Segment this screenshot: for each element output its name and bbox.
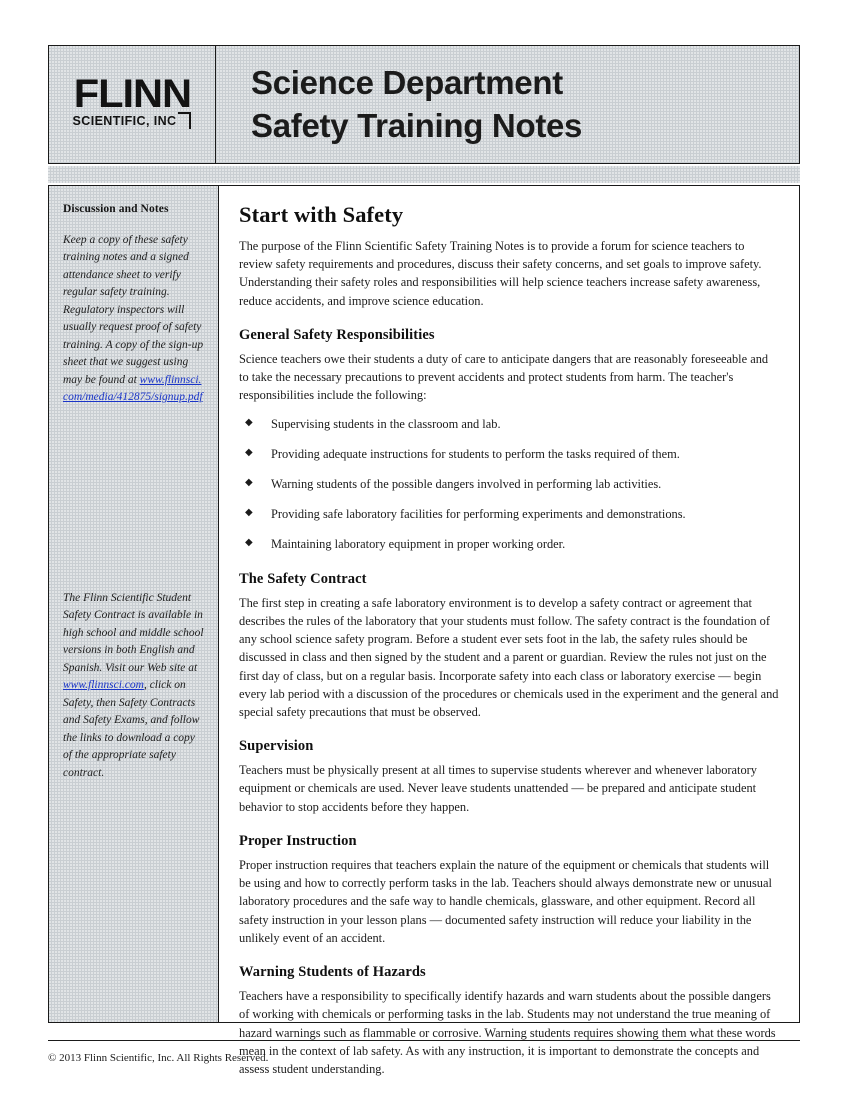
- list-item: [239, 446, 779, 464]
- main-content: [219, 186, 799, 1077]
- sidebar-note-2: [63, 590, 205, 782]
- list-item: [239, 416, 779, 434]
- list-item-label: Providing safe laboratory facilities for performing experiments and demonstrations.: [271, 506, 686, 521]
- footer-copyright: © 2013 Flinn Scientific, Inc. All Rights Reserved.: [48, 1052, 269, 1064]
- bullet-icon: ◆: [245, 416, 253, 428]
- list-item: [239, 476, 779, 494]
- sidebar-flinnsci-link[interactable]: www.flinnsci.com: [63, 679, 144, 692]
- list-item-label: Warning students of the possible dangers involved in performing lab activities.: [271, 476, 662, 491]
- sidebar-heading: Discussion and Notes: [63, 203, 169, 215]
- section-heading-warning-students-of-hazards: Warning Students of Hazards: [239, 964, 426, 981]
- section-body-warning-students-of-hazards: Teachers have a responsibility to specifically identify hazards and warn students about the possible dangers of working with chemicals or performing tasks in the lab. Students may not understand the true meaning of hazard warnings such as flammable or corrosive. Warning students requires showing them what these words mean in the context of lab safety. As with any instruction, it is important to demonstrate the concepts and assess student understanding.: [239, 989, 776, 1077]
- list-item-label: Maintaining laboratory equipment in proper working order.: [271, 536, 566, 551]
- logo-wordmark-text: FLINN: [73, 72, 191, 117]
- page-title: [216, 46, 799, 163]
- section-body-proper-instruction: Proper instruction requires that teachers explain the nature of the equipment or chemicals that students will be using and how to correctly perform tasks in the lab. Teachers should always demonstrate new or unusual laboratory procedures and the safe way to handle chemicals, glassware, and other equipment. Record all safety instruction in your lesson plans — documented safety instruction will reduce your liability in the unlikely event of an accident.: [239, 857, 772, 945]
- page-title-line-2: Safety Training Notes: [251, 106, 583, 144]
- section-body-general-safety-responsibilities: Science teachers owe their students a duty of care to anticipate dangers that are reasonably foreseeable and to take the necessary precautions to prevent accidents and protect students from harm. The teacher's responsibilities include the following:: [239, 351, 769, 403]
- list-item: [239, 506, 779, 524]
- sidebar-signup-link[interactable]: www.flinnsci.com/media/412875/signup.pdf: [63, 373, 203, 404]
- responsibilities-list: [239, 416, 779, 554]
- logo-subtitle-row: [73, 114, 192, 129]
- page-title-line-1: Science Department: [251, 64, 563, 102]
- section-body-supervision: Teachers must be physically present at all times to supervise students wherever and whenever laboratory equipment or chemicals are used. Never leave students unattended — be prepared and anticipate student behavior to stop accidents before they happen.: [239, 763, 757, 814]
- sidebar-note-2-text-after: , click on Safety, then Safety Contracts and Safety Exams, and follow the links to download a copy of the appropriate safety contract.: [63, 679, 200, 779]
- sidebar-note-1: [63, 232, 204, 407]
- bullet-icon: ◆: [245, 536, 253, 548]
- bullet-icon: ◆: [245, 506, 253, 518]
- bullet-icon: ◆: [245, 446, 253, 458]
- flinn-logo: [49, 46, 216, 163]
- header-accent-band: [48, 166, 800, 183]
- document-header: [48, 45, 800, 164]
- intro-paragraph: The purpose of the Flinn Scientific Safety Training Notes is to provide a forum for science teachers to review safety requirements and procedures, discuss their safety concerns, and set goals to improve safety. Understanding their safety roles and responsibilities will help science teachers increase safety awareness, reduce accidents, and improve science education.: [239, 239, 762, 308]
- list-item: [239, 536, 779, 554]
- footer-divider: [48, 1040, 800, 1041]
- bullet-icon: ◆: [245, 476, 253, 488]
- sidebar-discussion-and-notes: [49, 186, 219, 1022]
- main-heading: Start with Safety: [239, 202, 404, 227]
- list-item-label: Providing adequate instructions for students to perform the tasks required of them.: [271, 446, 680, 461]
- section-heading-the-safety-contract: The Safety Contract: [239, 570, 367, 587]
- list-item-label: Supervising students in the classroom and lab.: [271, 416, 501, 431]
- logo-subtitle-text: SCIENTIFIC, INC: [72, 113, 177, 128]
- section-heading-supervision: Supervision: [239, 738, 314, 755]
- section-body-the-safety-contract: The first step in creating a safe laboratory environment is to develop a safety contract or agreement that describes the rules of the laboratory that your students must follow. The safety contract is the foundation of any school science safety program. Before a student ever sets foot in the lab, the safety rules should be discussed in class and then signed by the student and a parent or guardian. Review the rules not just on the first day of class, but on a regular basis. Incorporate safety into each class or laboratory exercise — begin every lab period with a discussion of the procedures or chemicals used in the experiment and the general and special safety precautions that must be observed.: [239, 595, 779, 719]
- section-heading-proper-instruction: Proper Instruction: [239, 832, 357, 849]
- section-heading-general-safety-responsibilities: General Safety Responsibilities: [239, 326, 435, 343]
- sidebar-note-2-text-before: The Flinn Scientific Student Safety Contract is available in high school and middle school versions in both English and Spanish. Visit our Web site at: [63, 592, 204, 674]
- sidebar-note-1-text: Keep a copy of these safety training notes and a signed attendance sheet to verify regular safety training. Regulatory inspectors will usually request proof of safety training. A copy of the sign-up sheet that we suggest using may be found at: [63, 234, 204, 386]
